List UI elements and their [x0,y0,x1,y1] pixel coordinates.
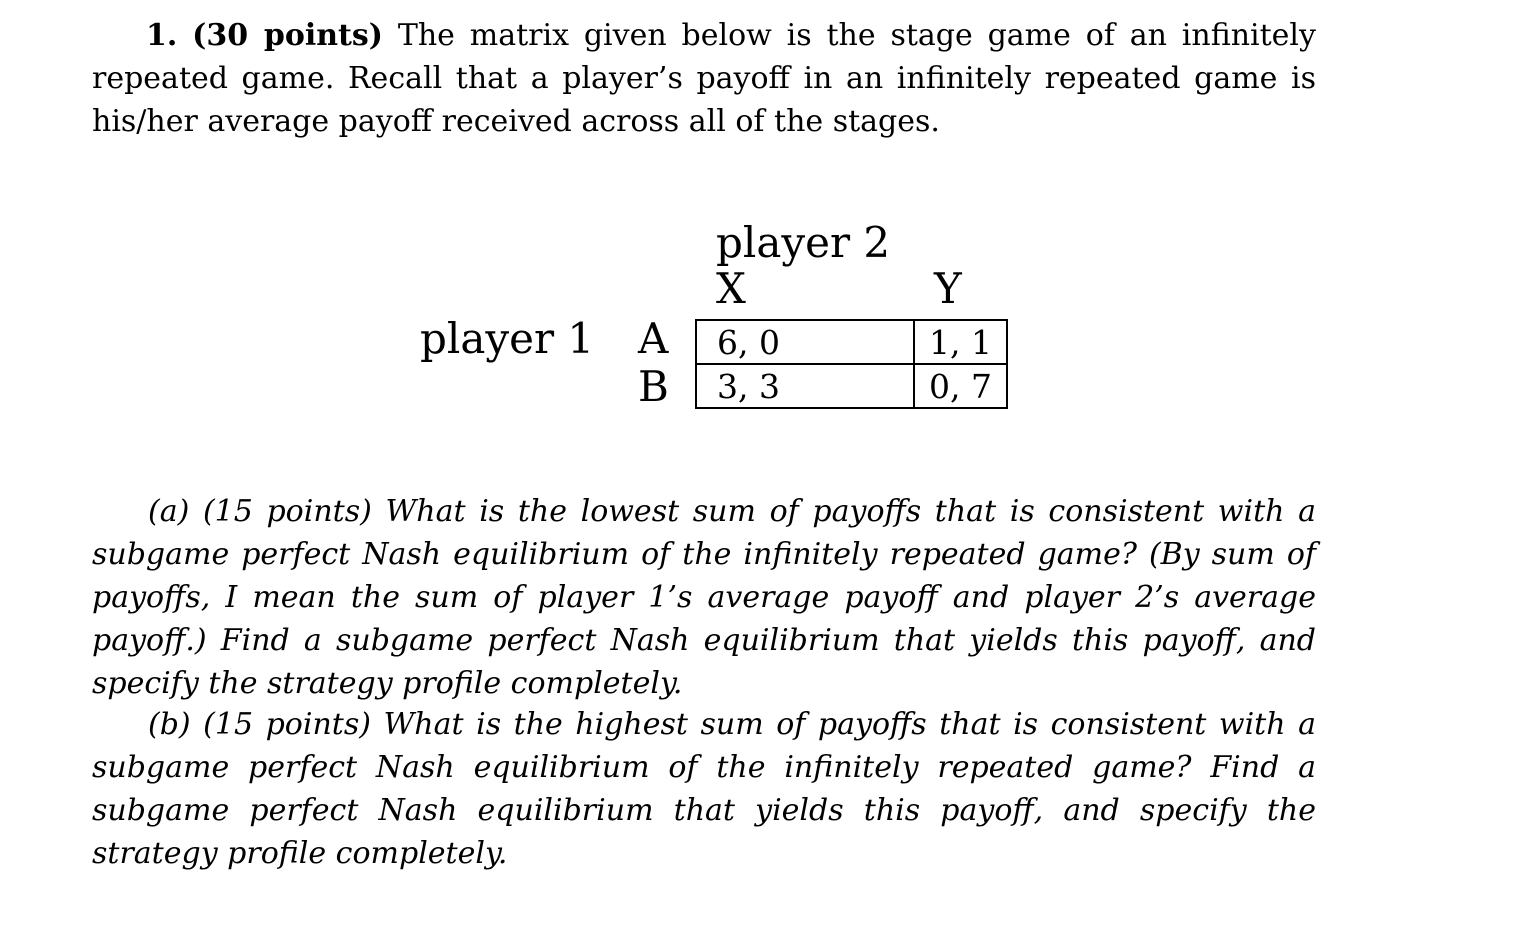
payoff-cell-a-y: 1, 1 [914,320,1007,364]
part-b-question: (b) (15 points) What is the highest sum of payoffs that is consistent with a subgame perfect Nash equilibrium of the infinitely repeated game? Find a subgame perfect Nash equilibrium that yields this payoff, and specify the strategy profile completely. [92,707,1316,871]
payoff-cell-a-x: 6, 0 [696,320,914,364]
column-label-y: Y [934,264,962,313]
problem-intro-text: The matrix given below is the stage game of an infinitely repeated game. Recall that a player’s payoff in an infinitely repeated game is his/her average payoff received across all of the stages. [92,18,1316,139]
table-row [696,320,1007,364]
problem-intro [92,14,1316,143]
column-label-x: X [716,264,746,313]
player1-label: player 1 [420,314,595,363]
payoff-table [695,319,1008,409]
table-row [696,364,1007,408]
row-label-b: B [638,362,669,411]
payoff-cell-b-x: 3, 3 [696,364,914,408]
problem-number: 1. [146,18,178,53]
part-a-question: (a) (15 points) What is the lowest sum of payoffs that is consistent with a subgame perfect Nash equilibrium of the infinitely repeated game? (By sum of payoffs, I mean the sum of player 1’s average payoff and player 2’s average payoff.) Find a subgame perfect Nash equilibrium that yields this payoff, and specify the strategy profile completely. [92,494,1316,701]
payoff-cell-b-y: 0, 7 [914,364,1007,408]
row-label-a: A [638,314,669,363]
player2-label: player 2 [716,218,891,267]
problem-points: (30 points) [192,18,383,53]
